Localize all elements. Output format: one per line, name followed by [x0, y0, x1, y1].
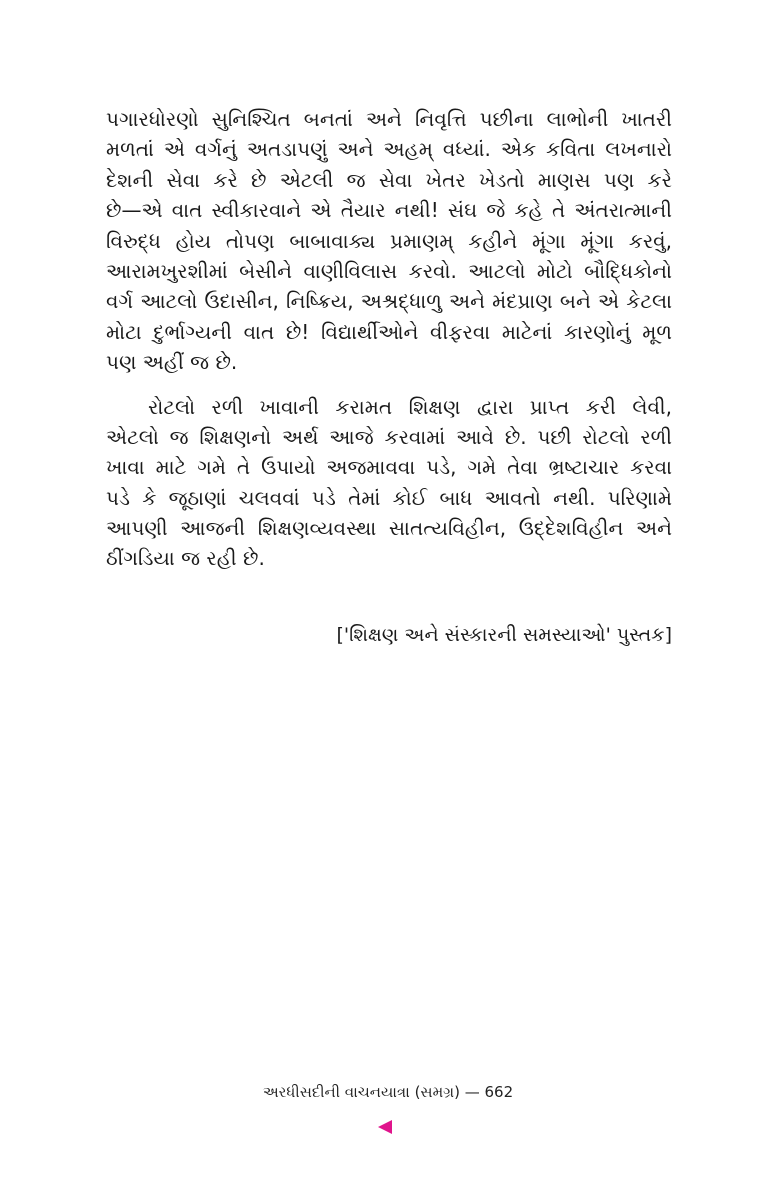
text-line: છે—એ વાત સ્વીકારવાને એ તૈયાર નથી! સંઘ જે કહે તે અંતરાત્માની: [106, 198, 672, 223]
previous-page-arrow-icon[interactable]: [378, 1120, 392, 1134]
text-line: આરામખુરશીમાં બેસીને વાણીવિલાસ કરવો. આટલો મોટો બૌદ્ધિકોનો: [106, 258, 672, 283]
text-line: દેશની સેવા કરે છે એટલી જ સેવા ખેતર ખેડતો માણસ પણ કરે: [106, 167, 672, 192]
text-line: ઠીંગડિયા જ રહી છે.: [106, 546, 265, 571]
paragraph-1: [106, 104, 672, 378]
text-line: પણ અહીં જ છે.: [106, 350, 238, 375]
article-body: [106, 104, 672, 574]
text-line: રોટલો રળી ખાવાની કરામત શિક્ષણ દ્વારા પ્રાપ્ત કરી લેવી,: [148, 394, 672, 419]
paragraph-2: [106, 392, 672, 574]
text-line: વર્ગ આટલો ઉદાસીન, નિષ્ક્રિય, અશ્રદ્ધાળુ અને મંદપ્રાણ બને એ કેટલા: [106, 289, 672, 314]
text-line: પડે કે જૂઠાણાં ચલવવાં પડે તેમાં કોઈ બાધ આવતો નથી. પરિણામે: [106, 485, 672, 510]
text-line: આપણી આજની શિક્ષણવ્યવસ્થા સાતત્યવિહીન, ઉદ્દેશવિહીન અને: [106, 516, 672, 541]
page-footer: અરધીસદીની વાચનયાત્રા (સમગ્ર) — 662: [262, 1083, 514, 1101]
text-line: ખાવા માટે ગમે તે ઉપાયો અજમાવવા પડે, ગમે તેવા ભ્રષ્ટાચાર કરવા: [106, 455, 672, 480]
text-line: એટલો જ શિક્ષણનો અર્થ આજે કરવામાં આવે છે. પછી રોટલો રળી: [106, 424, 672, 449]
text-line: મળતાં એ વર્ગનું અતડાપણું અને અહમ્ વધ્યાં. એક કવિતા લખનારો: [106, 137, 672, 162]
text-line: પગારધોરણો સુનિશ્ચિત બનતાં અને નિવૃત્તિ પછીના લાભોની ખાતરી: [106, 107, 672, 131]
text-line: મોટા દુર્ભાગ્યની વાત છે! વિદ્યાર્થીઓને વીફરવા માટેનાં કારણોનું મૂળ: [106, 319, 672, 344]
text-line: વિરુદ્ધ હોય તોપણ બાબાવાક્ય પ્રમાણમ્ કહીને મૂંગા મૂંગા કરવું,: [106, 228, 672, 253]
source-citation: ['શિક્ષણ અને સંસ્કારની સમસ્યાઓ' પુસ્તક]: [336, 624, 672, 646]
